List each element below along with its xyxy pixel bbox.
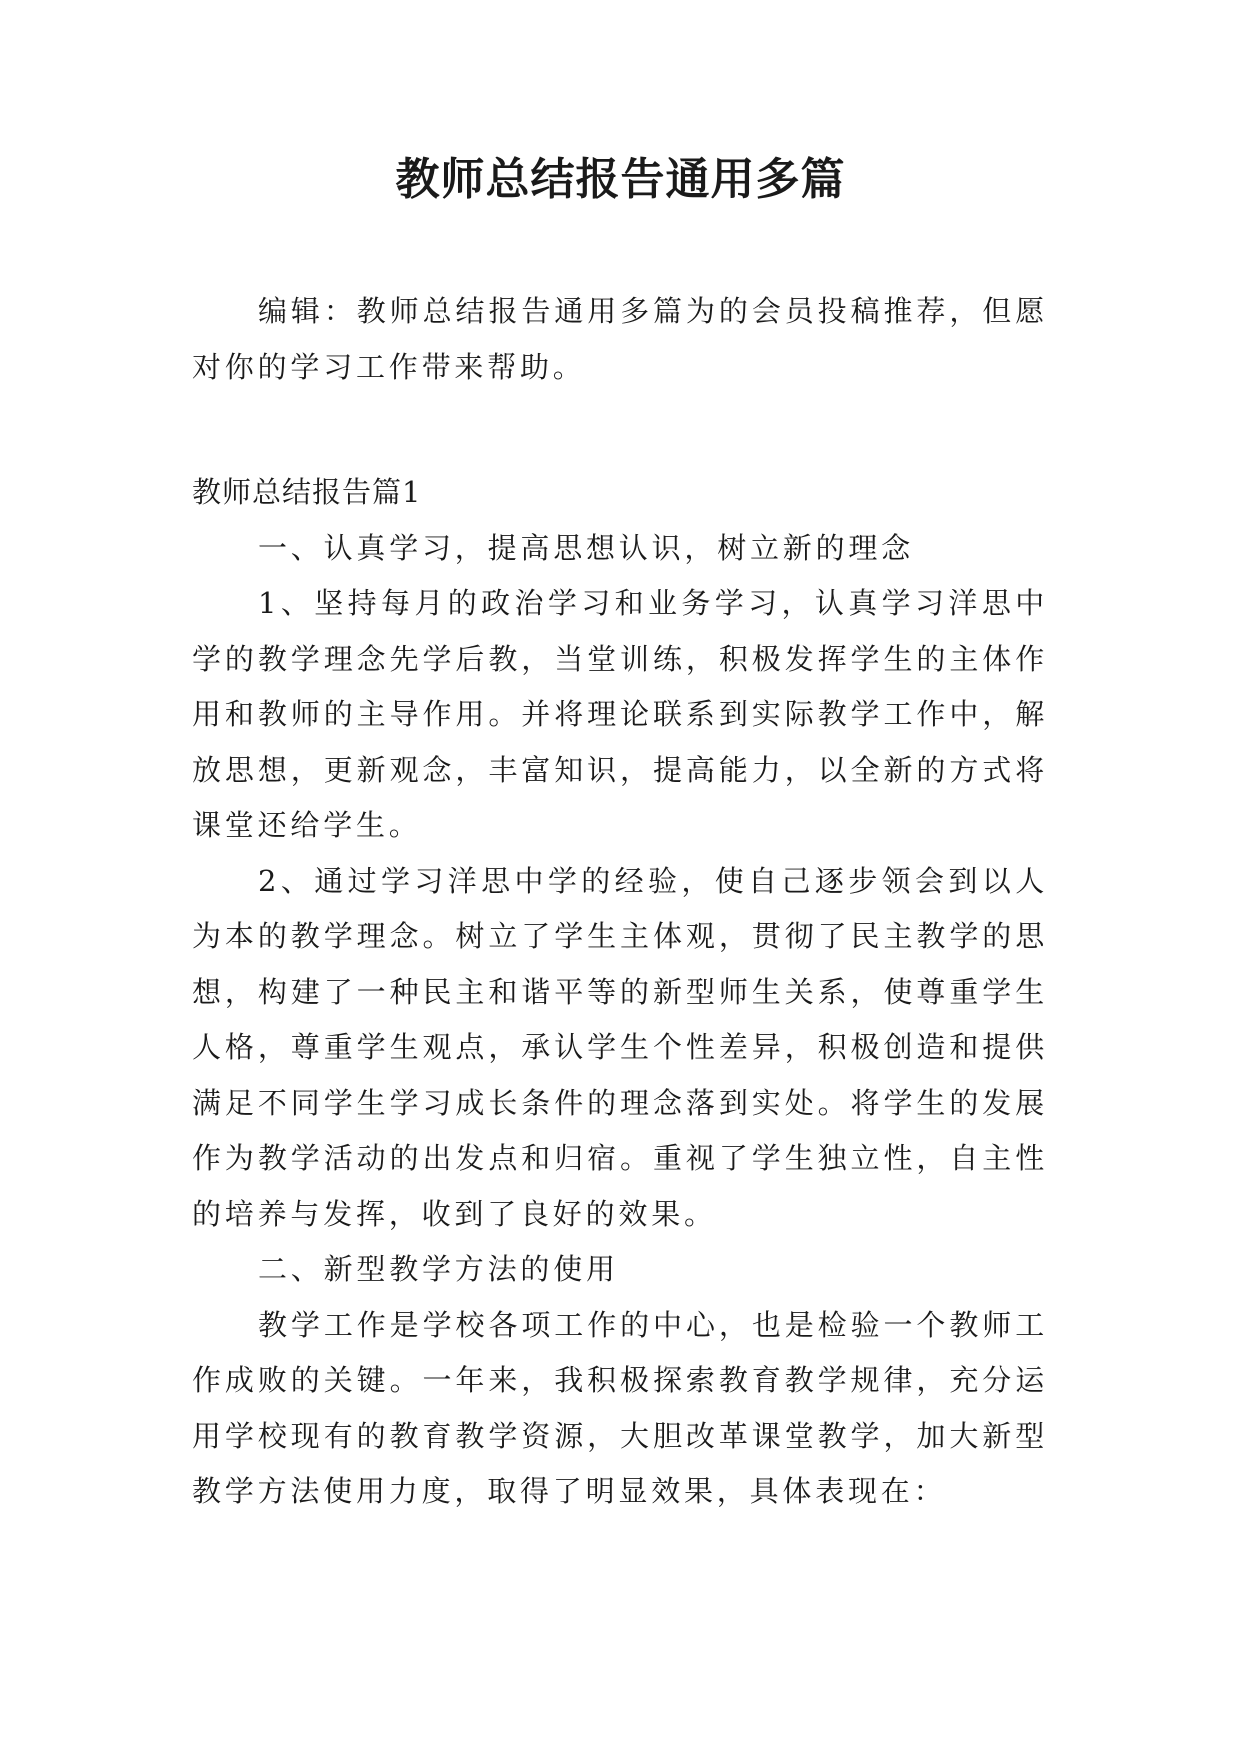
- body-paragraph: 教学工作是学校各项工作的中心，也是检验一个教师工作成败的关键。一年来，我积极探索教育教学规律，充分运用学校现有的教育教学资源，大胆改革课堂教学，加大新型教学方法使用力度，取得了明显效果，具体表现在：: [192, 1307, 1048, 1508]
- document-title: 教师总结报告通用多篇: [395, 154, 846, 205]
- intro-paragraph: 编辑：教师总结报告通用多篇为的会员投稿推荐，但愿对你的学习工作带来帮助。: [192, 294, 1048, 384]
- body-paragraph: 1、坚持每月的政治学习和业务学习，认真学习洋思中学的教学理念先学后教，当堂训练，积极发挥学生的主体作用和教师的主导作用。并将理论联系到实际教学工作中，解放思想，更新观念，丰富知识，提高能力，以全新的方式将课堂还给学生。: [192, 586, 1048, 842]
- spacer: [192, 395, 1048, 465]
- section-heading-1: 一、认真学习，提高思想认识，树立新的理念: [258, 530, 915, 565]
- document-body: [192, 284, 1048, 1520]
- section-title: 教师总结报告篇1: [192, 475, 422, 509]
- body-paragraph: 2、通过学习洋思中学的经验，使自己逐步领会到以人为本的教学理念。树立了学生主体观，贯彻了民主教学的思想，构建了一种民主和谐平等的新型师生关系，使尊重学生人格，尊重学生观点，承认学生个性差异，积极创造和提供满足不同学生学习成长条件的理念落到实处。将学生的发展作为教学活动的出发点和归宿。重视了学生独立性，自主性的培养与发挥，收到了良好的效果。: [192, 863, 1048, 1231]
- section-heading-2: 二、新型教学方法的使用: [258, 1252, 619, 1286]
